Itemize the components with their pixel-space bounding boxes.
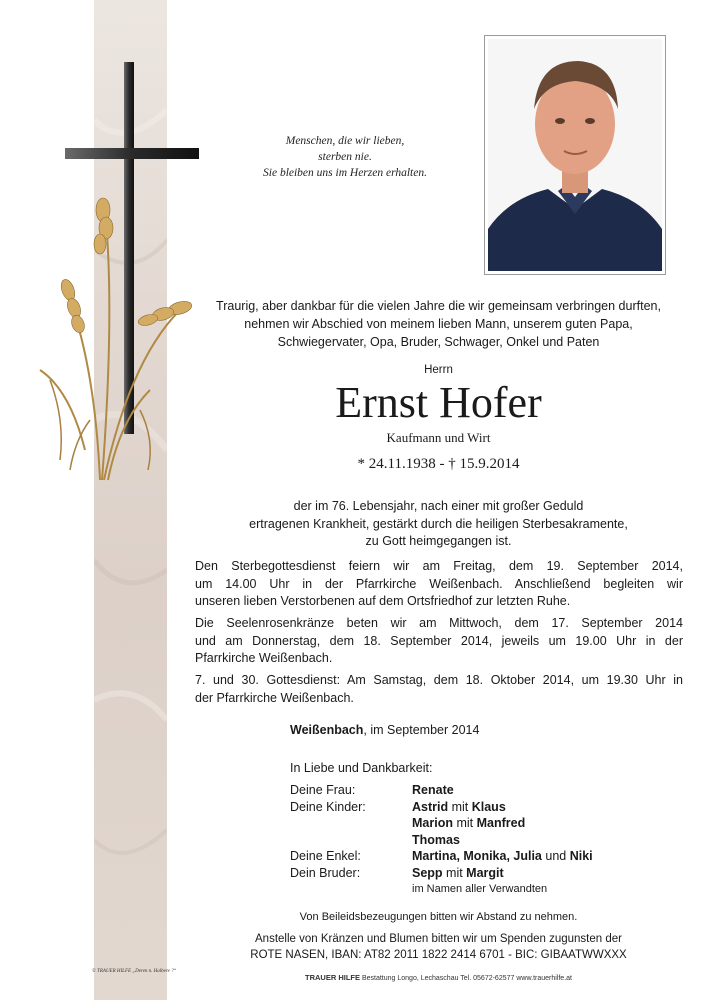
- family-label: Deine Frau:: [290, 783, 356, 797]
- intro-text: [180, 297, 697, 351]
- rosary-line: Pfarrkirche Weißenbach.: [195, 651, 333, 665]
- family-row: [290, 848, 593, 865]
- family-name: Thomas: [412, 832, 460, 847]
- funeral-line: unseren lieben Verstorbenen auf dem Ortsfriedhof zur letzten Ruhe.: [195, 594, 571, 608]
- donation-line: Anstelle von Kränzen und Blumen bitten wir um Spenden zugunsten der: [255, 933, 622, 945]
- quote-line: sterben nie.: [318, 151, 372, 163]
- mass-line: 7. und 30. Gottesdienst: Am Samstag, dem 18. Oktober 2014, um 19.30 Uhr in: [195, 673, 683, 687]
- life-dates: * 24.11.1938 - † 15.9.2014: [357, 456, 520, 472]
- funeral-line: um 14.00 Uhr in der Pfarrkirche Weißenbach. Anschließend begleiten wir: [195, 576, 683, 591]
- family-name: Marion: [412, 816, 453, 830]
- funeral-paragraph: [195, 558, 683, 611]
- family-row: [290, 832, 593, 849]
- salutation: Herrn: [424, 364, 453, 376]
- rosary-line: und am Donnerstag, dem 18. September 2014, jeweils um 19.00 Uhr in der: [195, 633, 683, 648]
- family-row: [290, 865, 593, 882]
- place-date: [290, 723, 479, 737]
- passing-line: der im 76. Lebensjahr, nach einer mit großer Geduld: [293, 499, 584, 513]
- family-name: Niki: [569, 849, 593, 863]
- family-name: Martina, Monika, Julia: [412, 849, 542, 863]
- family-label: Dein Bruder:: [290, 865, 361, 880]
- gratitude-heading: In Liebe und Dankbarkeit:: [290, 761, 433, 775]
- deceased-profession: Kaufmann und Wirt: [386, 430, 491, 445]
- place-town: Weißenbach: [290, 723, 364, 737]
- family-name: Astrid: [412, 799, 449, 814]
- relatives-note: im Namen aller Verwandten: [412, 883, 548, 895]
- family-label: Deine Enkel:: [290, 849, 361, 863]
- family-connector: und: [541, 849, 570, 863]
- intro-line: Traurig, aber dankbar für die vielen Jahre die wir gemeinsam verbringen durften,: [216, 299, 661, 313]
- family-row: [290, 815, 593, 832]
- family-row: [290, 782, 593, 799]
- rosary-line: Die Seelenrosenkränze beten wir am Mittwoch, dem 17. September 2014: [195, 616, 683, 630]
- family-name: Margit: [466, 865, 504, 880]
- family-list: [290, 782, 593, 898]
- printer-details: Bestattung Longo, Lechaschau Tel. 05672-62577 www.trauerhilfe.at: [360, 975, 572, 982]
- family-connector: mit: [448, 799, 472, 814]
- place-date-text: , im September 2014: [363, 723, 480, 737]
- donation-note: [180, 932, 697, 963]
- passing-text: [180, 498, 697, 551]
- passing-line: zu Gott heimgegangen ist.: [365, 534, 512, 548]
- deceased-name: Ernst Hofer: [335, 378, 542, 427]
- mass-paragraph: [195, 672, 683, 707]
- rosary-paragraph: [195, 615, 683, 668]
- family-label: Deine Kinder:: [290, 799, 366, 814]
- family-connector: mit: [452, 816, 477, 830]
- family-name: Sepp: [412, 865, 443, 880]
- copyright-note: © TRAUER HILFE „Deren n. Halbere ?“: [92, 969, 177, 974]
- intro-line: nehmen wir Abschied von meinem lieben Mann, unserem guten Papa,: [244, 317, 633, 331]
- family-connector: mit: [442, 865, 467, 880]
- passing-line: ertragenen Krankheit, gestärkt durch die heiligen Sterbesakramente,: [249, 516, 628, 531]
- intro-line: Schwiegervater, Opa, Bruder, Schwager, Onkel und Paten: [277, 335, 600, 349]
- family-row: [290, 881, 593, 898]
- portrait-illustration: [488, 39, 662, 271]
- donation-line: ROTE NASEN, IBAN: AT82 2011 1822 2414 6701 - BIC: GIBAATWWXXX: [250, 948, 627, 961]
- family-name: Klaus: [471, 799, 506, 814]
- memorial-quote: [250, 133, 440, 181]
- family-name: Renate: [412, 783, 454, 797]
- funeral-line: Den Sterbegottesdienst feiern wir am Freitag, dem 19. September 2014,: [195, 559, 683, 573]
- mass-line: der Pfarrkirche Weißenbach.: [195, 690, 354, 705]
- quote-line: Menschen, die wir lieben,: [285, 135, 405, 147]
- printer-imprint: [180, 973, 697, 982]
- family-name: Manfred: [476, 816, 526, 830]
- condolence-note: Von Beileidsbezeugungen bitten wir Abstand zu nehmen.: [299, 911, 578, 923]
- family-row: [290, 799, 593, 816]
- quote-line: Sie bleiben uns im Herzen erhalten.: [263, 167, 427, 179]
- printer-brand: TRAUER HILFE: [305, 973, 361, 982]
- portrait-photo: [484, 35, 666, 275]
